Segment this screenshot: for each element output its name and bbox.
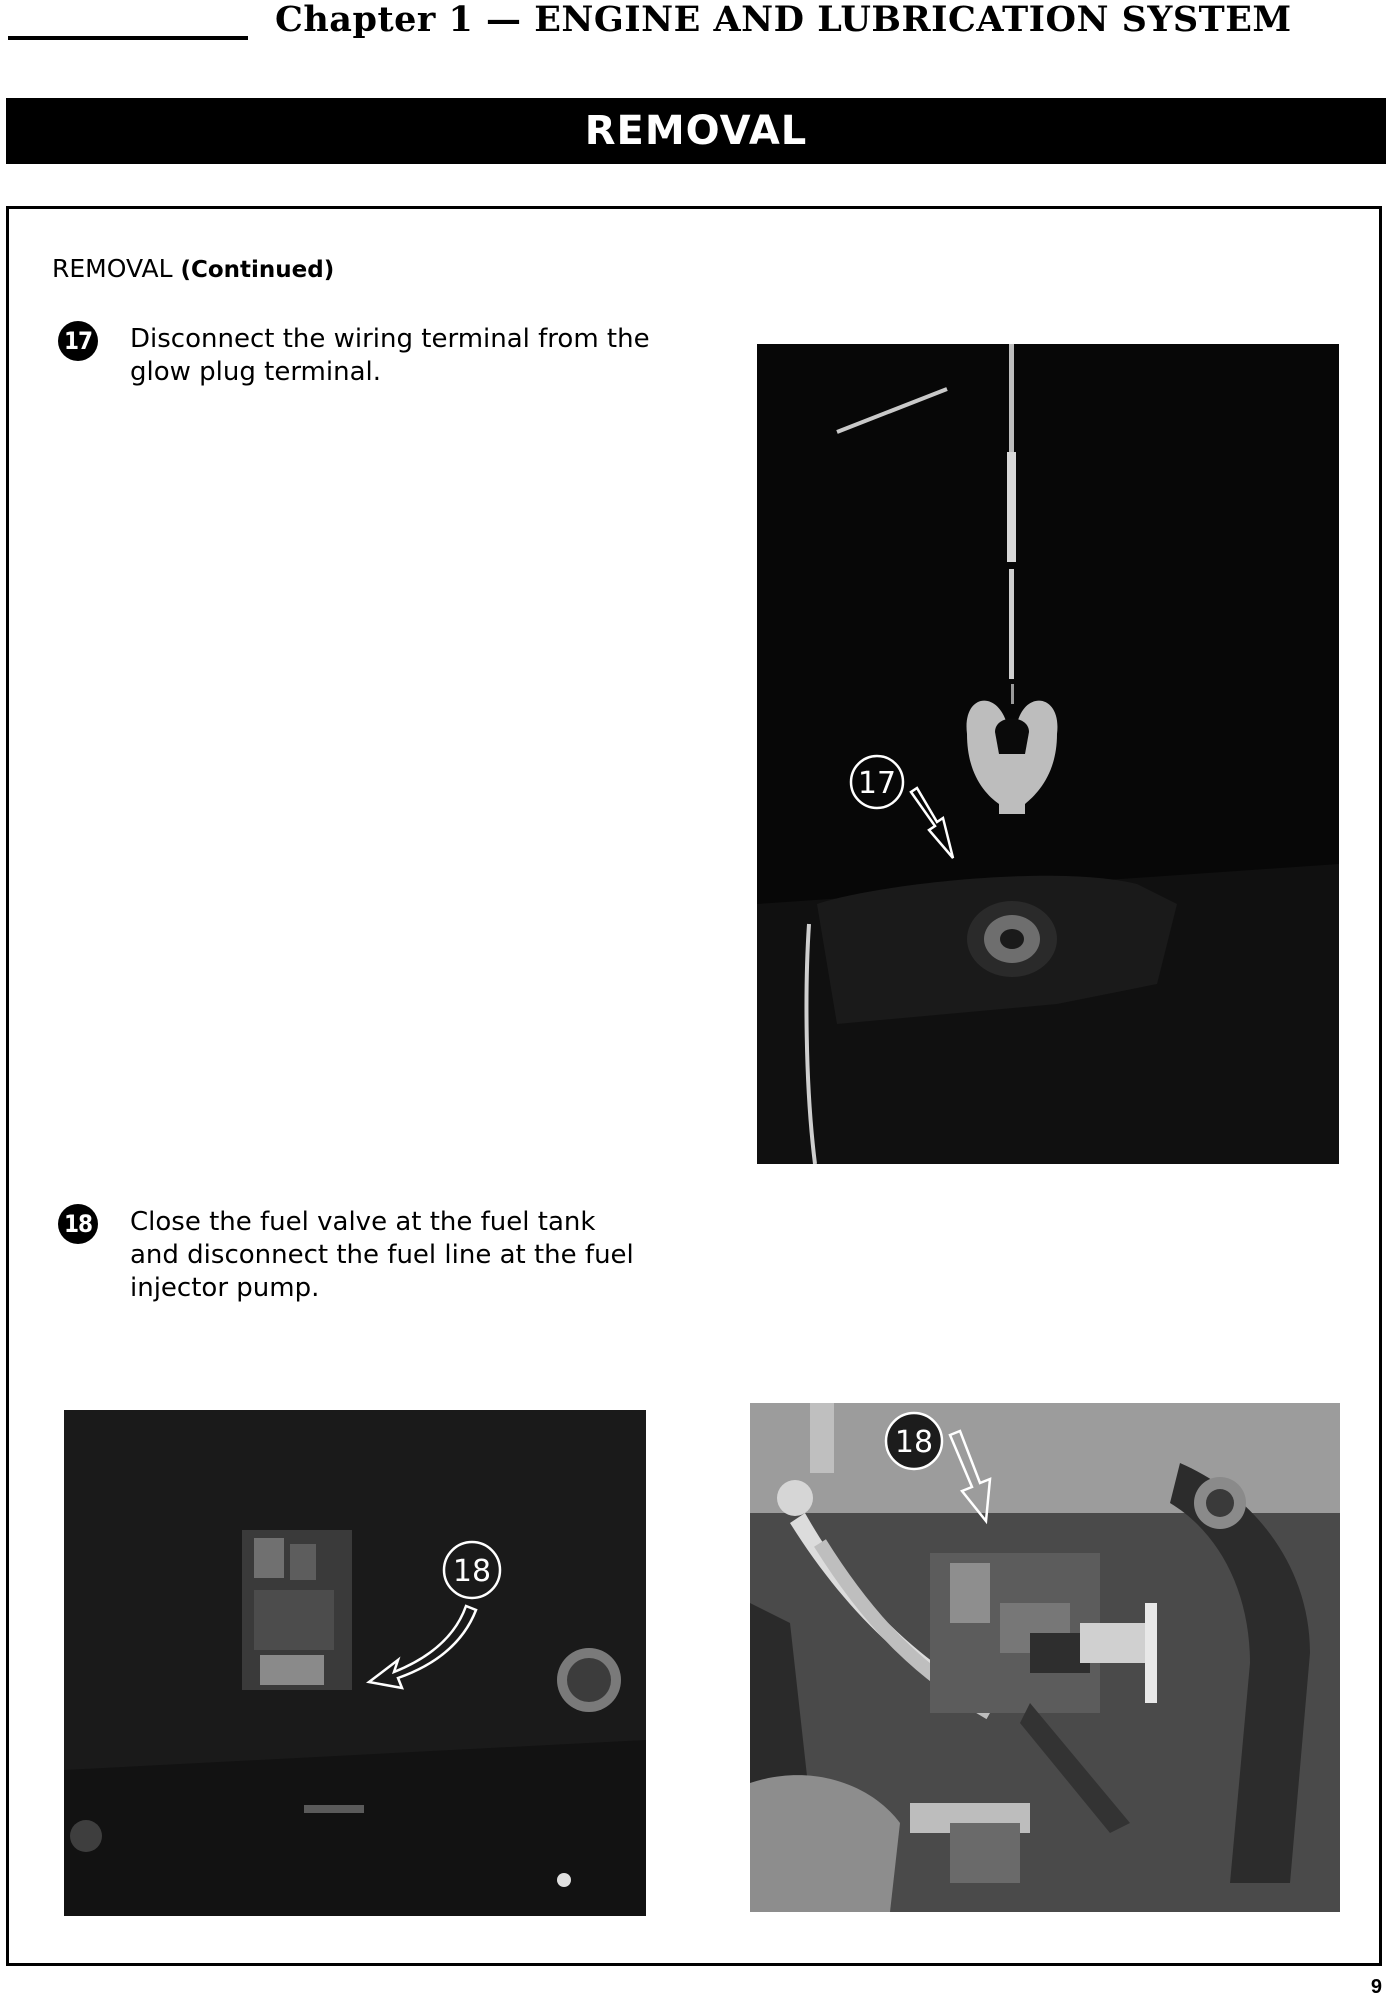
banner-title: REMOVAL bbox=[584, 108, 808, 154]
step-text: Close the fuel valve at the fuel tank and disconnect the fuel line at the fuel injector pump. bbox=[130, 1207, 634, 1303]
chapter-title: Chapter 1 — ENGINE AND LUBRICATION SYSTEM bbox=[275, 0, 1292, 40]
section-heading-suffix: (Continued) bbox=[180, 257, 335, 283]
section-banner bbox=[6, 98, 1386, 164]
photo-fuel-injector-pump bbox=[750, 1403, 1340, 1912]
glow-plug-photo-graphic bbox=[757, 344, 1339, 1164]
step-18 bbox=[58, 1206, 650, 1305]
header-rule bbox=[8, 36, 248, 40]
callout-18: 18 bbox=[894, 1425, 934, 1460]
callout-17: 17 bbox=[857, 766, 897, 801]
step-17 bbox=[58, 323, 650, 389]
callout-18: 18 bbox=[452, 1554, 492, 1589]
step-number-badge: 18 bbox=[58, 1204, 98, 1244]
injector-pump-photo-graphic bbox=[750, 1403, 1340, 1912]
page-number: 9 bbox=[1370, 1976, 1382, 1998]
step-text: Disconnect the wiring terminal from the glow plug terminal. bbox=[130, 324, 650, 387]
section-heading-text: REMOVAL bbox=[52, 254, 173, 283]
step-number-badge: 17 bbox=[58, 321, 98, 361]
photo-fuel-tank-valve bbox=[64, 1410, 646, 1916]
section-heading bbox=[52, 254, 334, 283]
photo-glow-plug-terminal bbox=[757, 344, 1339, 1164]
fuel-tank-photo-graphic bbox=[64, 1410, 646, 1916]
